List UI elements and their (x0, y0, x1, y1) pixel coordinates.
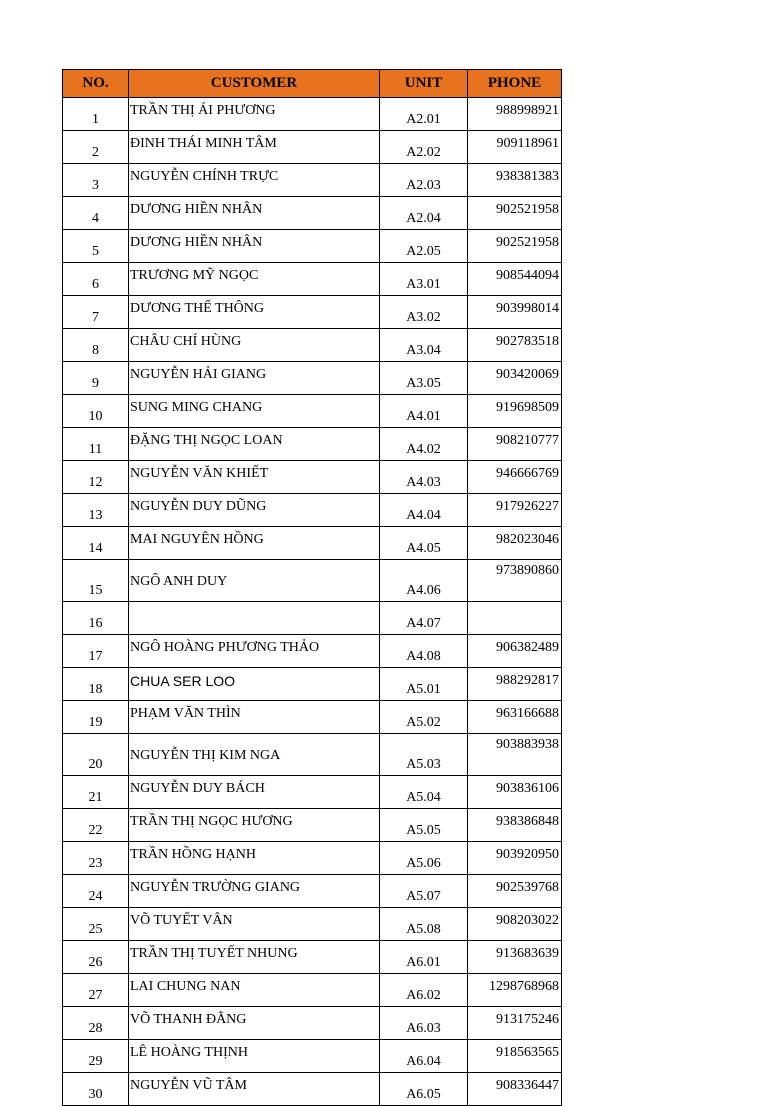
header-phone: PHONE (468, 70, 562, 98)
row-number-cell: 7 (63, 296, 129, 329)
row-number-cell: 25 (63, 908, 129, 941)
customer-name-cell: CHUA SER LOO (129, 668, 380, 701)
table-row (63, 164, 562, 197)
row-number-cell: 23 (63, 842, 129, 875)
table-row (63, 428, 562, 461)
row-number-cell: 26 (63, 941, 129, 974)
customer-name-cell: TRẦN HỒNG HẠNH (129, 842, 380, 875)
customer-name-cell: NGUYỄN VŨ TÂM (129, 1073, 380, 1106)
unit-cell: A2.01 (380, 98, 468, 131)
row-number-cell: 20 (63, 734, 129, 776)
table-row (63, 701, 562, 734)
customer-table (62, 69, 562, 1106)
row-number-cell: 12 (63, 461, 129, 494)
phone-cell: 918563565 (468, 1040, 562, 1073)
table-row (63, 230, 562, 263)
phone-cell: 909118961 (468, 131, 562, 164)
unit-cell: A5.08 (380, 908, 468, 941)
customer-name-cell: LAI CHUNG NAN (129, 974, 380, 1007)
customer-name-cell: TRẦN THỊ TUYẾT NHUNG (129, 941, 380, 974)
header-unit: UNIT (380, 70, 468, 98)
phone-cell: 973890860 (468, 560, 562, 602)
phone-cell: 963166688 (468, 701, 562, 734)
table-row (63, 941, 562, 974)
customer-name-cell: TRẦN THỊ NGỌC HƯƠNG (129, 809, 380, 842)
table-row (63, 908, 562, 941)
customer-name-cell: TRƯƠNG MỸ NGỌC (129, 263, 380, 296)
customer-name-cell: SUNG MING CHANG (129, 395, 380, 428)
row-number-cell: 13 (63, 494, 129, 527)
customer-name-cell: CHÂU CHÍ HÙNG (129, 329, 380, 362)
phone-cell: 906382489 (468, 635, 562, 668)
customer-name-cell: LÊ HOÀNG THỊNH (129, 1040, 380, 1073)
row-number-cell: 30 (63, 1073, 129, 1106)
phone-cell: 982023046 (468, 527, 562, 560)
phone-cell: 1298768968 (468, 974, 562, 1007)
row-number-cell: 9 (63, 362, 129, 395)
unit-cell: A5.04 (380, 776, 468, 809)
unit-cell: A5.02 (380, 701, 468, 734)
unit-cell: A4.05 (380, 527, 468, 560)
row-number-cell: 4 (63, 197, 129, 230)
unit-cell: A2.05 (380, 230, 468, 263)
unit-cell: A5.03 (380, 734, 468, 776)
table-row (63, 1007, 562, 1040)
phone-cell: 919698509 (468, 395, 562, 428)
phone-cell: 902783518 (468, 329, 562, 362)
unit-cell: A4.03 (380, 461, 468, 494)
customer-name-cell: NGÔ HOÀNG PHƯƠNG THẢO (129, 635, 380, 668)
customer-name-cell: NGUYỄN TRƯỜNG GIANG (129, 875, 380, 908)
unit-cell: A2.04 (380, 197, 468, 230)
unit-cell: A3.02 (380, 296, 468, 329)
row-number-cell: 5 (63, 230, 129, 263)
customer-name-cell: DƯƠNG HIỀN NHÂN (129, 197, 380, 230)
table-row (63, 527, 562, 560)
table-body (63, 98, 562, 1106)
row-number-cell: 8 (63, 329, 129, 362)
phone-cell: 908203022 (468, 908, 562, 941)
customer-name-cell: ĐINH THÁI MINH TÂM (129, 131, 380, 164)
customer-name-cell (129, 602, 380, 635)
phone-cell: 902521958 (468, 197, 562, 230)
customer-name-cell: NGUYỄN HẢI GIANG (129, 362, 380, 395)
table-row (63, 974, 562, 1007)
row-number-cell: 2 (63, 131, 129, 164)
table-row (63, 131, 562, 164)
row-number-cell: 22 (63, 809, 129, 842)
table-row (63, 461, 562, 494)
row-number-cell: 21 (63, 776, 129, 809)
phone-cell: 917926227 (468, 494, 562, 527)
unit-cell: A4.04 (380, 494, 468, 527)
customer-name-cell: TRẦN THỊ ÁI PHƯƠNG (129, 98, 380, 131)
phone-cell: 903836106 (468, 776, 562, 809)
table-row (63, 263, 562, 296)
phone-cell: 903883938 (468, 734, 562, 776)
unit-cell: A3.04 (380, 329, 468, 362)
row-number-cell: 19 (63, 701, 129, 734)
unit-cell: A5.06 (380, 842, 468, 875)
table-row (63, 197, 562, 230)
unit-cell: A3.05 (380, 362, 468, 395)
unit-cell: A5.05 (380, 809, 468, 842)
header-no: NO. (63, 70, 129, 98)
row-number-cell: 24 (63, 875, 129, 908)
table-row (63, 296, 562, 329)
phone-cell: 946666769 (468, 461, 562, 494)
customer-name-cell: MAI NGUYÊN HỒNG (129, 527, 380, 560)
phone-cell: 988292817 (468, 668, 562, 701)
table-row (63, 809, 562, 842)
phone-cell: 902539768 (468, 875, 562, 908)
table-row (63, 875, 562, 908)
phone-cell: 938381383 (468, 164, 562, 197)
phone-cell: 913175246 (468, 1007, 562, 1040)
row-number-cell: 1 (63, 98, 129, 131)
row-number-cell: 10 (63, 395, 129, 428)
unit-cell: A3.01 (380, 263, 468, 296)
customer-name-cell: PHẠM VĂN THÌN (129, 701, 380, 734)
row-number-cell: 3 (63, 164, 129, 197)
unit-cell: A4.06 (380, 560, 468, 602)
unit-cell: A4.07 (380, 602, 468, 635)
unit-cell: A6.05 (380, 1073, 468, 1106)
customer-name-cell: NGUYỄN DUY BÁCH (129, 776, 380, 809)
phone-cell: 913683639 (468, 941, 562, 974)
table-row (63, 98, 562, 131)
phone-cell: 908336447 (468, 1073, 562, 1106)
header-row (63, 70, 562, 98)
unit-cell: A4.02 (380, 428, 468, 461)
row-number-cell: 18 (63, 668, 129, 701)
phone-cell: 903420069 (468, 362, 562, 395)
customer-name-cell: DƯƠNG THẾ THÔNG (129, 296, 380, 329)
phone-cell (468, 602, 562, 635)
customer-name-cell: VÕ THANH ĐẰNG (129, 1007, 380, 1040)
phone-cell: 903920950 (468, 842, 562, 875)
phone-cell: 988998921 (468, 98, 562, 131)
table-row (63, 776, 562, 809)
unit-cell: A4.08 (380, 635, 468, 668)
unit-cell: A2.03 (380, 164, 468, 197)
table-row (63, 842, 562, 875)
unit-cell: A5.07 (380, 875, 468, 908)
unit-cell: A6.03 (380, 1007, 468, 1040)
header-customer: CUSTOMER (129, 70, 380, 98)
row-number-cell: 17 (63, 635, 129, 668)
row-number-cell: 15 (63, 560, 129, 602)
customer-name-cell: NGUYỄN THỊ KIM NGA (129, 734, 380, 776)
unit-cell: A5.01 (380, 668, 468, 701)
table-row (63, 602, 562, 635)
unit-cell: A2.02 (380, 131, 468, 164)
table-row (63, 329, 562, 362)
customer-name-cell: DƯƠNG HIỀN NHÂN (129, 230, 380, 263)
row-number-cell: 11 (63, 428, 129, 461)
table-row (63, 635, 562, 668)
phone-cell: 902521958 (468, 230, 562, 263)
phone-cell: 938386848 (468, 809, 562, 842)
phone-cell: 903998014 (468, 296, 562, 329)
unit-cell: A6.02 (380, 974, 468, 1007)
customer-name-cell: NGÔ ANH DUY (129, 560, 380, 602)
row-number-cell: 16 (63, 602, 129, 635)
customer-name-cell: VÕ TUYẾT VÂN (129, 908, 380, 941)
table-row (63, 395, 562, 428)
row-number-cell: 14 (63, 527, 129, 560)
customer-name-cell: NGUYỄN DUY DŨNG (129, 494, 380, 527)
table-row (63, 494, 562, 527)
customer-name-cell: NGUYỄN VĂN KHIẾT (129, 461, 380, 494)
customer-name-cell: NGUYỄN CHÍNH TRỰC (129, 164, 380, 197)
phone-cell: 908544094 (468, 263, 562, 296)
phone-cell: 908210777 (468, 428, 562, 461)
table-row (63, 668, 562, 701)
unit-cell: A6.04 (380, 1040, 468, 1073)
table-row (63, 362, 562, 395)
unit-cell: A4.01 (380, 395, 468, 428)
table-row (63, 734, 562, 776)
table-row (63, 1040, 562, 1073)
row-number-cell: 28 (63, 1007, 129, 1040)
table-row (63, 1073, 562, 1106)
customer-name-cell: ĐẶNG THỊ NGỌC LOAN (129, 428, 380, 461)
row-number-cell: 27 (63, 974, 129, 1007)
row-number-cell: 6 (63, 263, 129, 296)
unit-cell: A6.01 (380, 941, 468, 974)
row-number-cell: 29 (63, 1040, 129, 1073)
table-row (63, 560, 562, 602)
table-header (63, 70, 562, 98)
